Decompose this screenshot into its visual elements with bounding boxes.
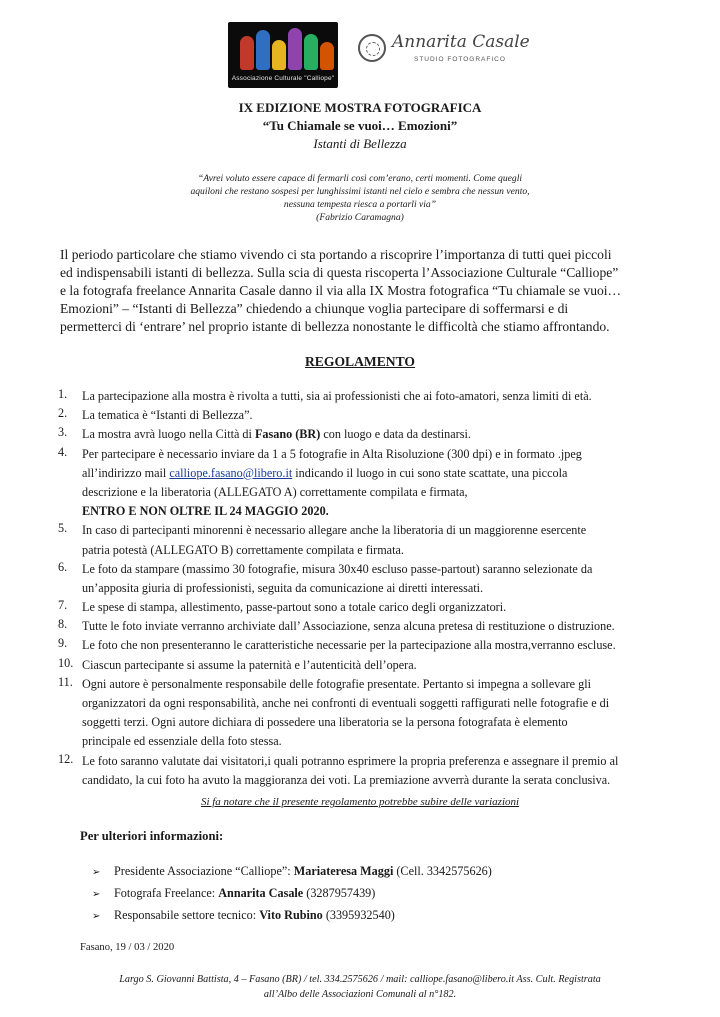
list-text: Tutte le foto inviate verranno archiviate dall’ Associazione, senza alcuna pretesa di restituzione o distruzione. [82,619,615,634]
intro-line: e la fotografa freelance Annarita Casale danno il via alla IX Mostra fotografica “Tu chiamale se vuoi… [60,283,622,298]
list-item [58,445,698,522]
list-text [82,464,698,483]
list-number: 12. [58,751,74,766]
list-number: 8. [58,617,68,632]
arrow-bullet-icon: ➢ [92,889,101,900]
list-item [58,656,698,675]
email-link[interactable]: calliope.fasano@libero.it [169,465,293,480]
list-text: Ogni autore è personalmente responsabile delle fotografie presentate. Pertanto si impegna a sollevare gli [82,676,591,691]
list-item [58,752,698,790]
list-item [58,425,698,444]
list-number: 3. [58,425,68,440]
camera-aperture-icon [358,34,386,62]
arrow-bullet-icon: ➢ [92,911,101,922]
variations-note: Si fa notare che il presente regolamento potrebbe subire delle variazioni [200,796,520,808]
list-number: 10. [58,655,74,670]
footer-line: Largo S. Giovanni Battista, 4 – Fasano (BR) / tel. 334.2575626 / mail: calliope.fasano@libero.it Ass. Cult. Registrata [119,974,601,985]
deadline-text: ENTRO E NON OLTRE IL 24 MAGGIO 2020. [82,504,329,519]
intro-line: ed indispensabili istanti di bellezza. Sulla scia di questa riscoperta l’Associazione Culturale “Calliope” [60,265,619,280]
contact-phone: (3395932540) [322,908,395,922]
bottle-shape [320,42,334,70]
studio-logo [358,30,530,74]
list-text: In caso di partecipanti minorenni è necessario allegare anche la liberatoria di un maggiorenne esercente [82,523,587,538]
edition-heading: IX EDIZIONE MOSTRA FOTOGRAFICA [238,100,482,115]
contact-item [92,882,492,904]
list-number: 1. [58,387,68,401]
studio-logo-name: Annarita Casale [392,32,530,52]
list-text-segment: all’indirizzo mail [82,465,170,480]
contact-name: Mariateresa Maggi [293,864,394,878]
list-text-segment: con luogo e data da destinarsi. [320,427,471,442]
list-text-segment: La mostra avrà luogo nella Città di [82,427,255,442]
footer [60,972,660,1002]
studio-logo-subtitle: STUDIO FOTOGRAFICO [414,56,506,63]
list-text: descrizione e la liberatoria (ALLEGATO A) correttamente compilata e firmata, [82,484,468,499]
quote-line: nessuna tempesta riesca a portarli via” [283,199,437,210]
document-date: Fasano, 19 / 03 / 2020 [80,942,175,953]
bottle-shape [240,36,254,70]
footer-line: all’Albo delle Associazioni Comunali al n°182. [263,989,457,1000]
list-text: Le foto che non presenteranno le caratteristiche necessarie per la partecipazione alla mostra,verranno escluse. [82,638,616,653]
list-item [58,675,698,752]
bottle-shape [256,30,270,70]
contact-phone: (Cell. 3342575626) [393,864,492,878]
list-text: un’apposita giuria di professionisti, seguita da comunicazione ai diretti interessati. [82,580,484,595]
intro-paragraph [60,246,680,336]
list-text: principale ed essenziale della foto stessa. [82,734,282,749]
list-number: 5. [58,521,68,536]
list-text: Per partecipare è necessario inviare da 1 a 5 fotografie in Alta Risoluzione (300 dpi) e in formato .jpeg [82,446,582,461]
list-number: 9. [58,636,68,651]
list-number: 2. [58,406,68,421]
list-item [58,560,698,598]
quote-line: aquiloni che restano sospesi per lunghissimi istanti nel cielo e sembra che nessun vento, [190,186,530,197]
quote-line: “Avrei voluto essere capace di fermarli così com’erano, certi momenti. Come quegli [197,173,523,184]
list-text: Ciascun partecipante si assume la paternità e l’autenticità dell’opera. [82,657,417,672]
contact-item [92,904,492,926]
list-item [58,617,698,636]
list-text-segment: indicando il luogo in cui sono state scattate, una piccola [292,465,568,480]
list-text: La partecipazione alla mostra è rivolta a tutti, sia ai professionisti che ai foto-amatori, senza limiti di età. [82,389,592,403]
list-text: Le foto da stampare (massimo 30 fotografie, misura 30x40 escluso passe-partout) saranno selezionate da [82,561,593,576]
intro-line: Emozioni” – “Istanti di Bellezza” chiedendo a chiunque voglia partecipare di soffermarsi e di [60,301,569,316]
list-item [58,598,698,617]
list-text: soggetti terzi. Ogni autore dichiara di possedere una liberatoria se la persona fotografata è elemento [82,715,568,730]
list-item [58,387,698,406]
regulations-list [58,387,698,790]
list-number: 4. [58,444,68,459]
bottle-shape [304,34,318,70]
contact-role: Fotografa Freelance: [114,886,219,900]
list-text: La tematica è “Istanti di Bellezza”. [82,408,253,423]
contacts-list [92,860,492,926]
list-text: candidato, la cui foto ha avuto la maggioranza dei voti. La premiazione avverrà durante la serata conclusiva. [82,772,611,787]
contact-item [92,860,492,882]
list-text: patria potestà (ALLEGATO B) correttamente compilata e firmata. [82,542,404,557]
intro-line: permetterci di ‘entrare’ nel proprio istante di bellezza nonostante le difficoltà che stiamo affrontando. [60,319,610,334]
bottle-shape [288,28,302,70]
epigraph-quote [150,172,570,224]
list-number: 11. [58,674,73,689]
list-item [58,521,698,559]
arrow-bullet-icon: ➢ [92,867,101,878]
intro-line: Il periodo particolare che stiamo vivendo ci sta portando a riscoprire l’importanza di tutti quei piccoli [60,247,612,262]
exhibition-title: “Tu Chiamale se vuoi… Emozioni” [262,118,458,133]
list-text: Le spese di stampa, allestimento, passe-partout sono a totale carico degli organizzatori. [82,600,507,615]
bottle-shape [272,40,286,70]
list-number: 6. [58,559,68,574]
contact-name: Vito Rubino [259,908,323,922]
logo-caption: Associazione Culturale "Calliope" [231,75,335,82]
exhibition-subtitle: Istanti di Bellezza [313,136,407,151]
location-highlight: Fasano (BR) [254,427,321,442]
calliope-logo [228,22,338,88]
list-text: organizzatori da ogni responsabilità, anche nei confronti di eventuali soggetti raffigurati nelle fotografie e di [82,696,610,710]
info-title: Per ulteriori informazioni: [80,829,224,843]
list-text: Le foto saranno valutate dai visitatori,i quali potranno esprimere la propria preferenza e assegnare il premio al [82,753,619,768]
quote-author: (Fabrizio Caramagna) [316,212,404,223]
list-item [58,636,698,655]
contact-name: Annarita Casale [218,886,304,900]
contact-role: Presidente Associazione “Calliope”: [114,864,294,878]
list-text [82,425,698,444]
regulations-title: REGOLAMENTO [304,354,416,369]
contact-phone: (3287957439) [303,886,376,900]
list-item [58,406,698,425]
contact-role: Responsabile settore tecnico: [114,908,260,922]
list-number: 7. [58,598,68,613]
